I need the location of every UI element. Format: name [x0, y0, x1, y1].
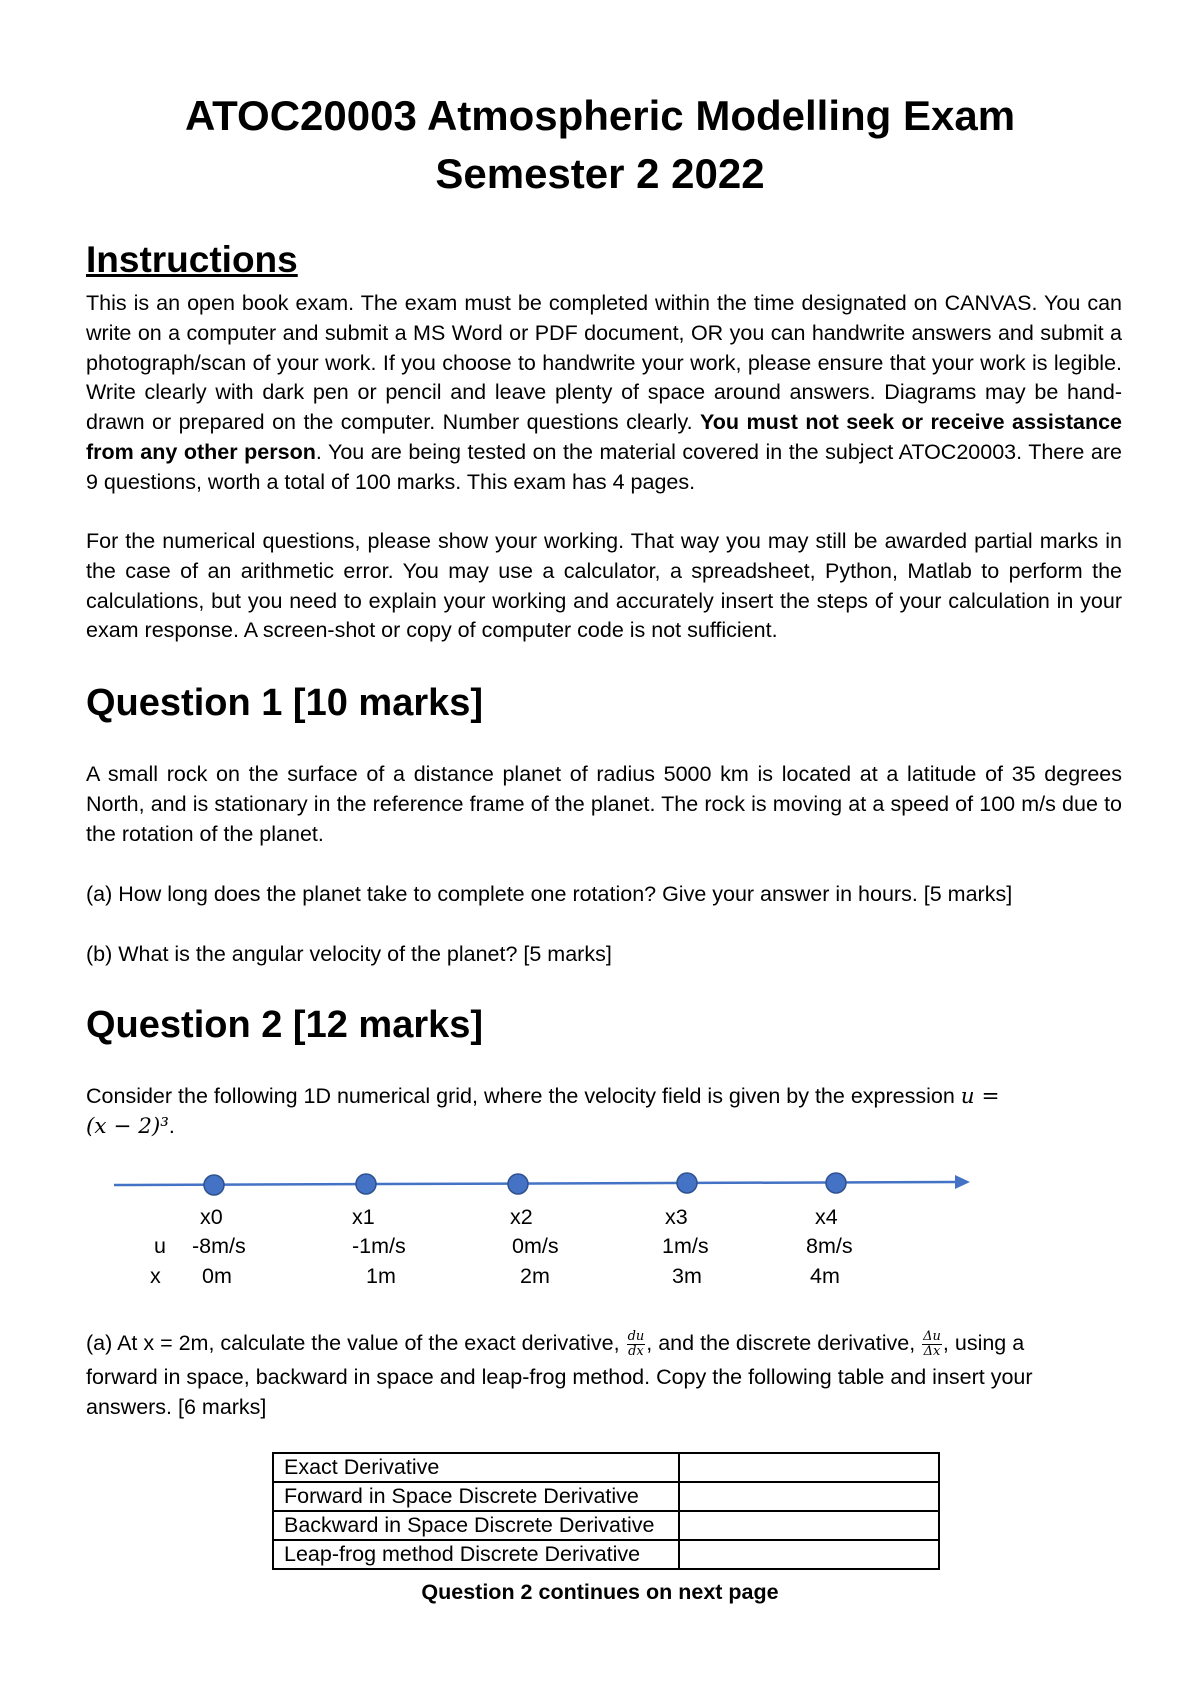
grid-point-name: x0	[200, 1205, 223, 1229]
question-2-heading: Question 2 [12 marks]	[86, 1004, 484, 1046]
question-2a-line-2: forward in space, backward in space and leap-frog method. Copy the following table and insert your	[86, 1365, 1033, 1389]
grid-point-x: 3m	[672, 1264, 702, 1288]
no-assistance-warning: You must not seek or receive assistance from any other person	[86, 410, 1122, 464]
continues-note: Question 2 continues on next page	[421, 1580, 779, 1604]
question-2a-line-1: (a) At x = 2m, calculate the value of the exact derivative, $\frac{du}{dx}$ , and the discrete derivative, $\frac{\Delta u}{\Delta x}$ , using a	[86, 1328, 1025, 1359]
table-row	[273, 1453, 939, 1482]
velocity-expression-rhs: (x − 2)³	[86, 1113, 169, 1139]
instructions-paragraph-2: For the numerical questions, please show your working. That way you may still be awarded partial marks in the case of an arithmetic error. You may use a calculator, a spreadsheet, Python, Matlab to perform the calculations, but you need to explain your working and accurately insert the steps of your calculation in your exam response. A screen-shot or copy of computer code is not sufficient.	[86, 529, 1122, 643]
table-row	[273, 1482, 939, 1511]
grid-point-u: 1m/s	[662, 1234, 709, 1258]
grid-point-u: -8m/s	[192, 1234, 246, 1258]
question-2-intro: Consider the following 1D numerical grid, where the velocity field is given by the expression u = (x − 2)³.	[86, 1084, 1000, 1139]
grid-node-x3	[677, 1173, 697, 1193]
grid-point-u: 8m/s	[806, 1234, 853, 1258]
table-answer-cell	[679, 1511, 939, 1540]
table-answer-cell	[679, 1482, 939, 1511]
table-row-label: Leap-frog method Discrete Derivative	[273, 1540, 679, 1569]
table-answer-cell	[679, 1453, 939, 1482]
question-1a: (a) How long does the planet take to complete one rotation? Give your answer in hours. [5 marks]	[86, 882, 1013, 906]
grid-point-x: 4m	[810, 1264, 840, 1288]
grid-point-name: x2	[510, 1205, 533, 1229]
exam-title: ATOC20003 Atmospheric Modelling Exam	[184, 92, 1016, 139]
exact-derivative-fraction: $\frac{du}{dx}$	[627, 1328, 645, 1359]
derivative-answer-table	[272, 1452, 940, 1570]
grid-row-u-label: u	[154, 1234, 166, 1258]
exam-semester: Semester 2 2022	[435, 150, 765, 197]
grid-node-x4	[826, 1173, 846, 1193]
grid-node-x2	[508, 1174, 528, 1194]
grid-point-x: 0m	[202, 1264, 232, 1288]
grid-row-x-label: x	[150, 1264, 161, 1288]
table-row-label: Exact Derivative	[273, 1453, 679, 1482]
question-1-body: A small rock on the surface of a distance planet of radius 5000 km is located at a latitude of 35 degrees North, and is stationary in the reference frame of the planet. The rock is moving at a speed of 100 m/s due to the rotation of the planet.	[86, 762, 1122, 846]
table-row	[273, 1511, 939, 1540]
grid-point-u: 0m/s	[512, 1234, 559, 1258]
grid-axis-arrowhead	[955, 1175, 970, 1189]
instructions-heading: Instructions	[86, 239, 298, 280]
question-1b: (b) What is the angular velocity of the planet? [5 marks]	[86, 942, 612, 966]
grid-point-name: x3	[665, 1205, 688, 1229]
table-row-label: Backward in Space Discrete Derivative	[273, 1511, 679, 1540]
grid-node-x0	[204, 1175, 224, 1195]
table-row-label: Forward in Space Discrete Derivative	[273, 1482, 679, 1511]
instructions-paragraph-1: This is an open book exam. The exam must be completed within the time designated on CANVAS. You can write on a computer and submit a MS Word or PDF document, OR you can handwrite answers and submit a photograph/scan of your work. If you choose to handwrite your work, please ensure that your work is legible. Write clearly with dark pen or pencil and leave plenty of space around answers. Diagrams may be hand-drawn or prepared on the computer. Number questions clearly. You must not seek or receive assistance from any other person. You are being tested on the material covered in the subject ATOC20003. There are 9 questions, worth a total of 100 marks. This exam has 4 pages.	[86, 291, 1122, 494]
table-answer-cell	[679, 1540, 939, 1569]
grid-point-name: x4	[815, 1205, 838, 1229]
question-1-heading: Question 1 [10 marks]	[86, 682, 484, 724]
table-row	[273, 1540, 939, 1569]
grid-point-x: 1m	[366, 1264, 396, 1288]
grid-point-name: x1	[352, 1205, 375, 1229]
discrete-derivative-fraction: $\frac{\Delta u}{\Delta x}$	[923, 1328, 941, 1359]
grid-point-x: 2m	[520, 1264, 550, 1288]
grid-point-u: -1m/s	[352, 1234, 406, 1258]
question-2a-line-3: answers. [6 marks]	[86, 1395, 267, 1419]
velocity-expression-lhs: u =	[960, 1084, 1000, 1109]
grid-node-x1	[356, 1174, 376, 1194]
